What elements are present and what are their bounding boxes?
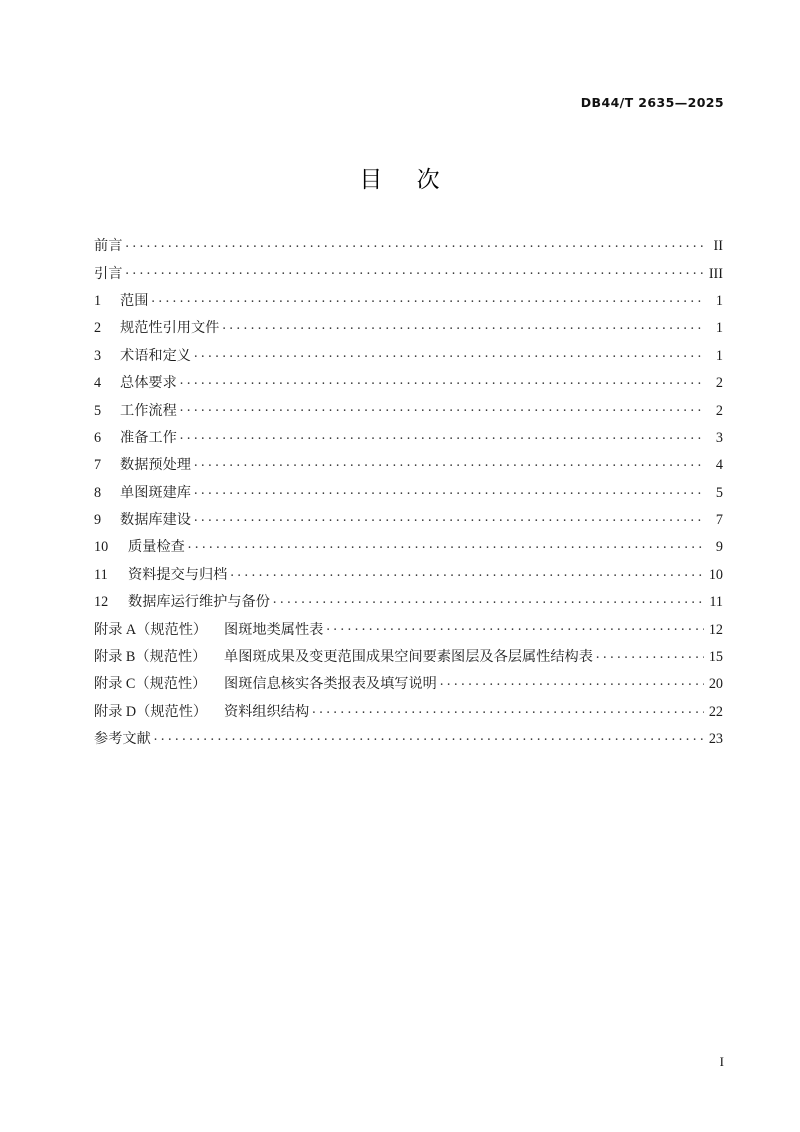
toc-entry-number: 2 xyxy=(94,320,102,337)
toc-entry-page-number: 11 xyxy=(709,594,723,611)
toc-entry[interactable] xyxy=(94,510,723,537)
toc-dot-leader xyxy=(194,483,704,497)
toc-entry-annex-label: 附录 A（规范性） xyxy=(94,621,208,638)
toc-entry[interactable] xyxy=(94,346,723,373)
toc-entry-page-number: 1 xyxy=(715,292,723,309)
page-title: 目 次 xyxy=(359,167,441,193)
toc-entry-page-number: 1 xyxy=(715,320,723,337)
toc-dot-leader xyxy=(154,729,704,743)
toc-entry-title: 数据库建设 xyxy=(120,512,191,529)
toc-entry-page-number: 2 xyxy=(715,402,723,419)
toc-entry-page-number: 2 xyxy=(715,375,723,392)
toc-dot-leader xyxy=(326,619,704,633)
toc-entry-annex-label: 附录 B（规范性） xyxy=(94,649,207,666)
toc-dot-leader xyxy=(222,318,704,332)
toc-entry[interactable] xyxy=(94,373,723,400)
toc-dot-leader xyxy=(188,537,704,551)
toc-entry-title: 规范性引用文件 xyxy=(120,320,220,337)
toc-dot-leader xyxy=(440,674,704,688)
toc-entry[interactable] xyxy=(94,537,723,564)
toc-entry[interactable] xyxy=(94,592,723,619)
toc-dot-leader xyxy=(125,236,704,250)
toc-entry-title: 术语和定义 xyxy=(120,347,191,364)
toc-entry-page-number: 3 xyxy=(715,429,723,446)
toc-entry-page-number: 4 xyxy=(715,457,723,474)
toc-entry[interactable] xyxy=(94,647,723,674)
toc-entry[interactable] xyxy=(94,729,723,756)
toc-entry-page-number: 7 xyxy=(715,512,723,529)
toc-entry-title: 引言 xyxy=(94,265,123,282)
toc-entry-page-number: III xyxy=(708,265,723,282)
toc-entry-page-number: 22 xyxy=(708,703,723,720)
toc-entry-title: 工作流程 xyxy=(120,402,177,419)
toc-entry[interactable] xyxy=(94,263,723,290)
toc-entry-number: 9 xyxy=(94,512,102,529)
toc-entry-number: 10 xyxy=(94,539,109,556)
toc-entry[interactable] xyxy=(94,702,723,729)
toc-entry-number: 7 xyxy=(94,457,102,474)
toc-entry-page-number: 5 xyxy=(715,484,723,501)
toc-entry[interactable] xyxy=(94,483,723,510)
document-header-standard-number: DB44/T 2635—2025 xyxy=(580,95,724,110)
toc-entry-title: 图斑地类属性表 xyxy=(224,621,324,638)
toc-entry-number: 12 xyxy=(94,594,109,611)
toc-dot-leader xyxy=(194,510,704,524)
toc-entry-title: 范围 xyxy=(120,292,149,309)
toc-dot-leader xyxy=(125,263,704,277)
toc-entry-number: 5 xyxy=(94,402,102,419)
toc-dot-leader xyxy=(273,592,704,606)
toc-entry[interactable] xyxy=(94,236,723,263)
toc-entry-page-number: 9 xyxy=(715,539,723,556)
table-of-contents xyxy=(94,236,723,756)
toc-entry-page-number: 10 xyxy=(708,566,723,583)
toc-entry[interactable] xyxy=(94,291,723,318)
toc-entry-annex-label: 附录 D（规范性） xyxy=(94,703,208,720)
toc-dot-leader xyxy=(194,346,704,360)
toc-dot-leader xyxy=(180,373,704,387)
toc-dot-leader xyxy=(194,455,704,469)
toc-entry-title: 参考文献 xyxy=(94,731,151,748)
toc-dot-leader xyxy=(151,291,704,305)
toc-entry-page-number: 20 xyxy=(708,676,723,693)
toc-entry-page-number: 15 xyxy=(708,649,723,666)
toc-entry-title: 准备工作 xyxy=(120,429,177,446)
toc-entry[interactable] xyxy=(94,455,723,482)
toc-entry-title: 资料提交与归档 xyxy=(128,566,228,583)
toc-dot-leader xyxy=(180,428,704,442)
toc-entry-title: 单图斑成果及变更范围成果空间要素图层及各层属性结构表 xyxy=(224,649,593,666)
toc-entry-annex-label: 附录 C（规范性） xyxy=(94,676,207,693)
toc-dot-leader xyxy=(180,400,704,414)
toc-entry-page-number: 1 xyxy=(715,347,723,364)
toc-entry-number: 1 xyxy=(94,292,102,309)
toc-entry[interactable] xyxy=(94,318,723,345)
toc-entry-title: 数据库运行维护与备份 xyxy=(128,594,270,611)
toc-entry[interactable] xyxy=(94,565,723,592)
toc-entry-title: 前言 xyxy=(94,238,123,255)
toc-dot-leader xyxy=(596,647,704,661)
toc-entry-title: 单图斑建库 xyxy=(120,484,191,501)
toc-entry-page-number: II xyxy=(713,238,723,255)
toc-entry-page-number: 23 xyxy=(708,731,723,748)
toc-entry[interactable] xyxy=(94,428,723,455)
toc-dot-leader xyxy=(312,702,704,716)
toc-entry-title: 质量检查 xyxy=(128,539,185,556)
toc-entry-number: 8 xyxy=(94,484,102,501)
toc-entry-page-number: 12 xyxy=(708,621,723,638)
toc-entry[interactable] xyxy=(94,674,723,701)
document-footer-page-number: I xyxy=(719,1054,724,1069)
toc-entry-number: 4 xyxy=(94,375,102,392)
toc-entry[interactable] xyxy=(94,400,723,427)
toc-entry-title: 总体要求 xyxy=(120,375,177,392)
toc-entry[interactable] xyxy=(94,619,723,646)
toc-entry-title: 资料组织结构 xyxy=(224,703,310,720)
toc-dot-leader xyxy=(230,565,704,579)
toc-entry-number: 3 xyxy=(94,347,102,364)
toc-entry-number: 6 xyxy=(94,429,102,446)
toc-entry-number: 11 xyxy=(94,566,108,583)
toc-entry-title: 图斑信息核实各类报表及填写说明 xyxy=(224,676,437,693)
toc-entry-title: 数据预处理 xyxy=(120,457,191,474)
